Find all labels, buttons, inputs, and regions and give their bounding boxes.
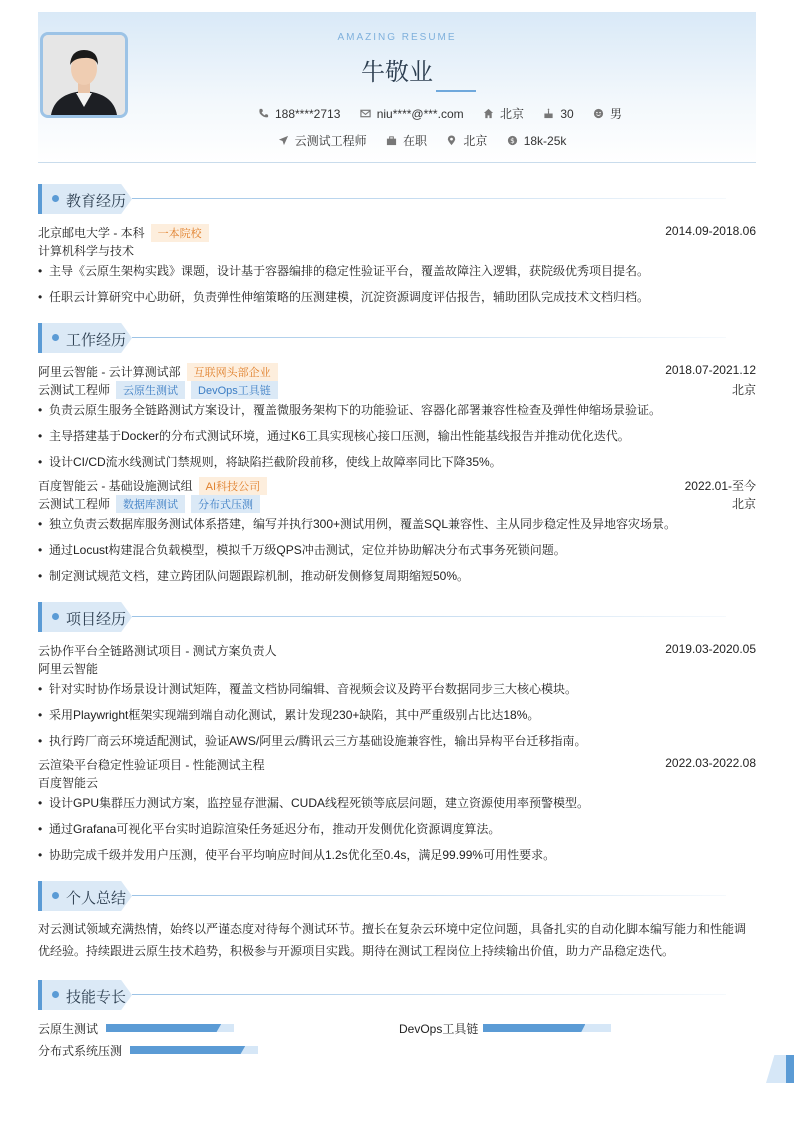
send-icon xyxy=(278,135,289,146)
list-item: • 设计CI/CD流水线测试门禁规则，将缺陷拦截阶段前移，使线上故障率同比下降35%。 xyxy=(38,453,756,470)
school-tag: 一本院校 xyxy=(151,224,209,242)
svg-text:$: $ xyxy=(509,136,515,146)
project-org: 百度智能云 xyxy=(38,776,99,790)
name-underline xyxy=(436,90,476,92)
section-summary-title: 个人总结 xyxy=(38,881,756,911)
list-item: • 任职云计算研究中心助研，负责弹性伸缩策略的压测建模，沉淀资源调度评估报告，辅助团队完成技术文档归档。 xyxy=(38,288,756,305)
work-city: 北京 xyxy=(731,497,756,511)
skill-level-bar xyxy=(130,1046,258,1054)
education-date: 2014.09-2018.06 xyxy=(665,224,756,238)
skill-tag: 分布式压测 xyxy=(191,495,260,513)
gender-info: 男 xyxy=(593,105,622,122)
candidate-name: 牛敬业 xyxy=(361,59,433,86)
skill-level-bar xyxy=(106,1024,234,1032)
phone-info: 188****2713 xyxy=(258,107,340,121)
list-item: • 制定测试规范文档，建立跨团队问题跟踪机制，推动研发侧修复周期缩短50%。 xyxy=(38,567,756,584)
work-date: 2018.07-2021.12 xyxy=(665,363,756,377)
age-info: 30 xyxy=(543,107,573,121)
work-company: 百度智能云 - 基础设施测试组 AI科技公司 xyxy=(38,477,267,495)
work-city: 北京 xyxy=(731,383,756,397)
list-item: • 执行跨厂商云环境适配测试，验证AWS/阿里云/腾讯云三方基础设施兼容性，输出异构平台迁移指南。 xyxy=(38,732,756,749)
skill-tag: DevOps工具链 xyxy=(191,381,278,399)
skill-item: 云原生测试 xyxy=(38,1020,238,1037)
contact-row xyxy=(38,105,756,122)
project-date: 2019.03-2020.05 xyxy=(665,642,756,656)
home-icon xyxy=(483,108,494,119)
section-education-title: 教育经历 xyxy=(38,184,756,214)
status-info: 在职 xyxy=(386,132,427,149)
education-major: 计算机科学与技术 xyxy=(38,244,135,258)
skill-item: 分布式系统压测 xyxy=(38,1042,268,1059)
resume-header xyxy=(38,12,756,163)
section-projects-title: 项目经历 xyxy=(38,602,756,632)
gender-icon xyxy=(593,108,604,119)
project-title: 云渲染平台稳定性验证项目 - 性能测试主程 xyxy=(38,758,265,772)
project-org: 阿里云智能 xyxy=(38,662,99,676)
work-role: 云测试工程师 数据库测试 分布式压测 xyxy=(38,495,260,513)
phone-icon xyxy=(258,108,269,119)
skill-item: DevOps工具链 xyxy=(399,1020,619,1037)
list-item: • 协助完成千级并发用户压测，使平台平均响应时间从1.2s优化至0.4s，满足99.99%可用性要求。 xyxy=(38,846,756,863)
home-info: 北京 xyxy=(483,105,524,122)
skill-tag: 数据库测试 xyxy=(116,495,185,513)
job-intent-row xyxy=(38,132,756,149)
section-skills-title: 技能专长 xyxy=(38,980,756,1010)
work-date: 2022.01-至今 xyxy=(684,479,756,493)
company-tag: AI科技公司 xyxy=(199,477,267,495)
list-item: • 设计GPU集群压力测试方案，监控显存泄漏、CUDA线程死锁等底层问题，建立资源使用率预警模型。 xyxy=(38,794,756,811)
brand-watermark: AMAZING RESUME xyxy=(337,32,457,43)
position-info: 云测试工程师 xyxy=(278,132,367,149)
skill-tag: 云原生测试 xyxy=(116,381,185,399)
page-corner-accent xyxy=(786,1055,794,1083)
work-role: 云测试工程师 云原生测试 DevOps工具链 xyxy=(38,381,278,399)
city-info: 北京 xyxy=(446,132,487,149)
project-date: 2022.03-2022.08 xyxy=(665,756,756,770)
section-work-title: 工作经历 xyxy=(38,323,756,353)
salary-info: $ 18k-25k xyxy=(507,134,567,148)
location-pin-icon xyxy=(446,135,457,146)
list-item: • 采用Playwright框架实现端到端自动化测试，累计发现230+缺陷，其中严重级别占比达18%。 xyxy=(38,706,756,723)
list-item: • 独立负责云数据库服务测试体系搭建，编写并执行300+测试用例，覆盖SQL兼容性、主从同步稳定性及异地容灾场景。 xyxy=(38,515,756,532)
list-item: • 主导搭建基于Docker的分布式测试环境，通过K6工具实现核心接口压测，输出性能基线报告并推动优化迭代。 xyxy=(38,427,756,444)
project-title: 云协作平台全链路测试项目 - 测试方案负责人 xyxy=(38,644,277,658)
briefcase-icon xyxy=(386,135,397,146)
summary-paragraph: 对云测试领域充满热情，始终以严谨态度对待每个测试环节。擅长在复杂云环境中定位问题，具备扎实的自动化脚本编写能力和性能调 优经验。持续跟进云原生技术趋势，积极参与开源项目实践。期待在测试工程岗位上持续输出价值，助力产品稳定迭代。 xyxy=(38,922,747,958)
work-company: 阿里云智能 - 云计算测试部 互联网头部企业 xyxy=(38,363,278,381)
education-school: 北京邮电大学 - 本科 一本院校 xyxy=(38,224,209,242)
company-tag: 互联网头部企业 xyxy=(187,363,278,381)
resume-page xyxy=(38,12,756,1058)
email-info: niu****@***.com xyxy=(360,107,464,121)
cake-icon xyxy=(543,108,554,119)
list-item: • 通过Grafana可视化平台实时追踪渲染任务延迟分布，推动开发侧优化资源调度算法。 xyxy=(38,820,756,837)
list-item: • 针对实时协作场景设计测试矩阵，覆盖文档协同编辑、音视频会议及跨平台数据同步三大核心模块。 xyxy=(38,680,756,697)
skill-level-bar xyxy=(483,1024,611,1032)
salary-icon xyxy=(507,135,518,146)
list-item: • 通过Locust构建混合负载模型，模拟千万级QPS冲击测试，定位并协助解决分布式事务死锁问题。 xyxy=(38,541,756,558)
mail-icon xyxy=(360,108,371,119)
list-item: • 主导《云原生架构实践》课题，设计基于容器编排的稳定性验证平台，覆盖故障注入逻辑，获院级优秀项目提名。 xyxy=(38,262,756,279)
list-item: • 负责云原生服务全链路测试方案设计，覆盖微服务架构下的功能验证、容器化部署兼容性检查及弹性伸缩场景验证。 xyxy=(38,401,756,418)
